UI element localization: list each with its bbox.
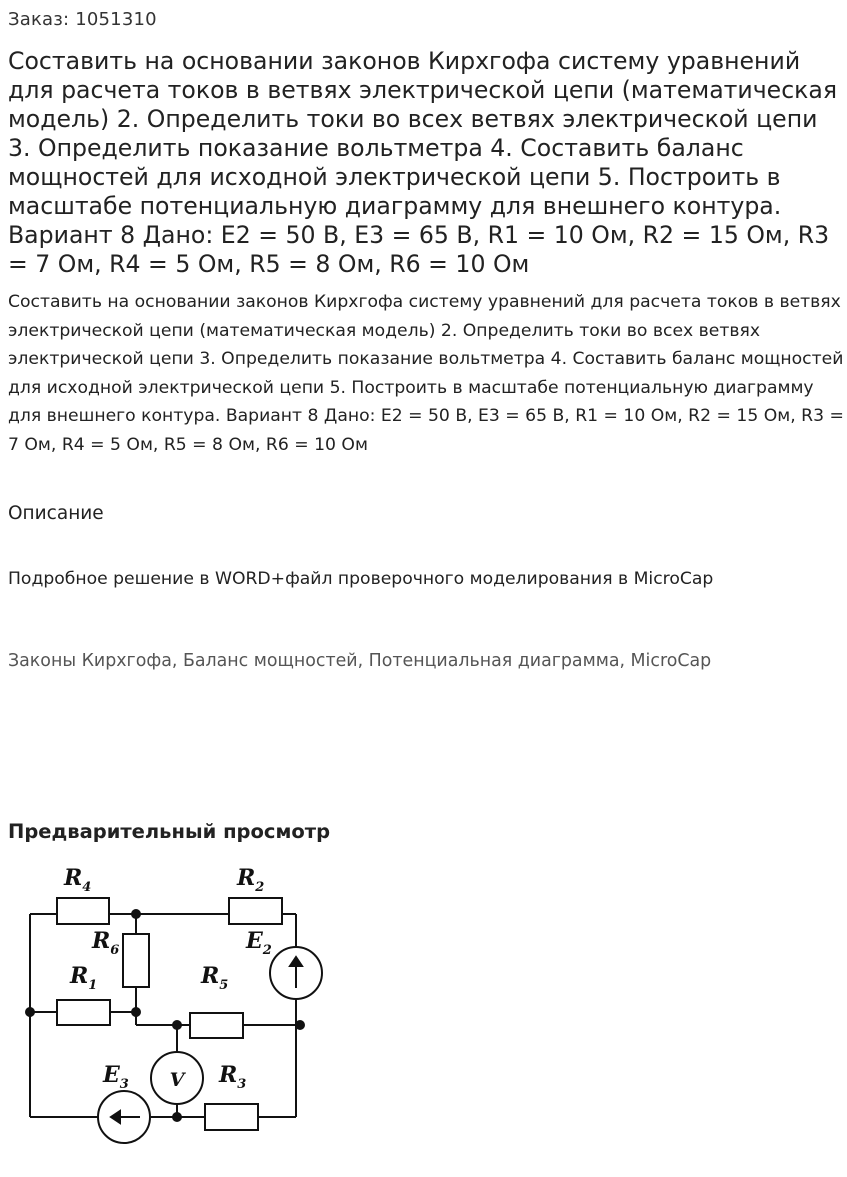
- tag-link[interactable]: MicroCap: [630, 651, 712, 671]
- junction-dot: [172, 1112, 182, 1122]
- label-r1: $R_1$: [70, 963, 98, 993]
- label-e2: $E_2$: [246, 928, 272, 958]
- resistor-r2: [229, 898, 282, 924]
- description-heading: Описание: [8, 503, 104, 524]
- tag-separator: ,: [619, 651, 631, 671]
- junction-dot: [172, 1020, 182, 1030]
- task-text: Составить на основании законов Кирхгофа систему уравнений для расчета токов в ветвях электрической цепи (математическая модель) 2. Определить токи во всех ветвях электрической цепи 3. Определить показание вольтметра 4. Составить баланс мощностей для исходной электрической цепи 5. Построить в масштабе потенциальную диаграмму для внешнего контура. Вариант 8 Дано: Е2 = 50 В, Е3 = 65 В, R1 = 10 Ом, R2 = 15 Ом, R3 = 7 Ом, R4 = 5 Ом, R5 = 8 Ом, R6 = 10 Ом: [8, 292, 844, 455]
- resistor-r6: [123, 934, 149, 987]
- resistor-r3: [205, 1104, 258, 1130]
- label-e3: $E_3$: [103, 1062, 129, 1092]
- description-text: Подробное решение в WORD+файл проверочного моделирования в MicroCap: [8, 569, 714, 589]
- page-title: Составить на основании законов Кирхгофа систему уравнений для расчета токов в ветвях электрической цепи (математическая модель) 2. Определить токи во всех ветвях электрической цепи 3. Определить показание вольтметра 4. Составить баланс мощностей для исходной электрической цепи 5. Построить в масштабе потенциальную диаграмму для внешнего контура. Вариант 8 Дано: Е2 = 50 В, Е3 = 65 В, R1 = 10 Ом, R2 = 15 Ом, R3 = 7 Ом, R4 = 5 Ом, R5 = 8 Ом, R6 = 10 Ом: [8, 47, 838, 278]
- resistor-r4: [57, 898, 109, 924]
- junction-dot: [131, 1007, 141, 1017]
- voltmeter-label: V: [169, 1069, 185, 1091]
- preview-heading: Предварительный просмотр: [8, 820, 331, 843]
- tag-link[interactable]: Законы Кирхгофа: [8, 651, 172, 671]
- resistor-r1: [57, 1000, 110, 1025]
- junction-dot: [131, 909, 141, 919]
- label-r5: $R_5$: [201, 963, 229, 993]
- junction-dot: [25, 1007, 35, 1017]
- junction-dot: [295, 1020, 305, 1030]
- tag-link[interactable]: Потенциальная диаграмма: [368, 651, 620, 671]
- tag-list: [8, 651, 711, 671]
- label-r2: $R_2$: [237, 865, 265, 895]
- tag-link[interactable]: Баланс мощностей: [182, 651, 358, 671]
- order-number: Заказ: 1051310: [8, 9, 157, 30]
- label-r4: $R_4$: [64, 865, 92, 895]
- tag-separator: ,: [171, 651, 183, 671]
- label-r6: $R_6$: [92, 928, 120, 958]
- resistor-r5: [190, 1013, 243, 1038]
- label-r3: $R_3$: [219, 1062, 247, 1092]
- tag-separator: ,: [357, 651, 369, 671]
- circuit-diagram: [0, 855, 340, 1155]
